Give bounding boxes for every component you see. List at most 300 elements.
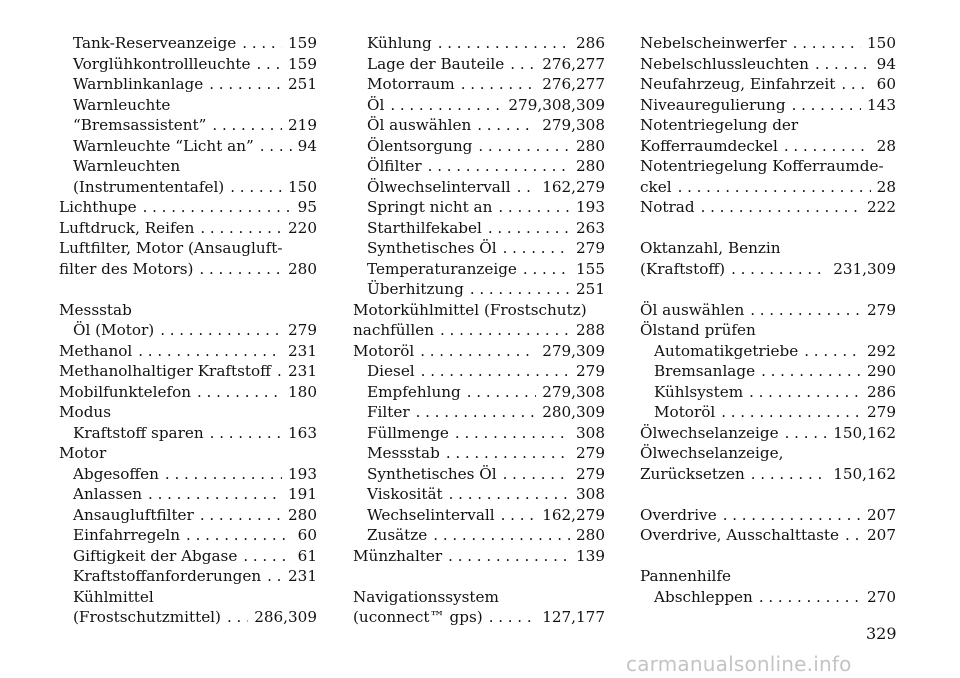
entry-text: (Instrumententafel) <box>73 177 225 196</box>
entry-page: 162,279 <box>542 505 605 524</box>
dot-leader <box>841 74 870 95</box>
dot-leader <box>138 341 282 362</box>
entry-page: 159 <box>288 54 317 73</box>
dot-leader <box>759 587 861 608</box>
entry-page: 280 <box>576 157 605 175</box>
index-entry <box>353 341 605 362</box>
entry-text: Zurücksetzen <box>640 464 745 483</box>
index-entry <box>59 95 317 116</box>
index-column-1 <box>59 33 317 628</box>
blank-line <box>640 279 896 300</box>
entry-text: Motoröl <box>353 341 415 360</box>
entry-page: 219 <box>288 116 317 134</box>
entry-text: Springt nicht an <box>367 198 493 216</box>
page-number: 329 <box>866 624 897 643</box>
dot-leader <box>148 484 282 505</box>
entry-page: 292 <box>867 341 896 360</box>
entry-text: Mobilfunktelefon <box>59 382 192 401</box>
dot-leader <box>209 74 282 95</box>
entry-text: Öl (Motor) <box>73 321 155 339</box>
index-entry <box>59 54 317 75</box>
entry-page: 276,277 <box>542 54 605 73</box>
entry-page: 280 <box>576 136 605 155</box>
dot-leader <box>428 156 570 177</box>
entry-text: Warnblinkanlage <box>73 75 204 93</box>
index-entry <box>59 587 317 608</box>
index-entry <box>353 238 605 259</box>
entry-text: Abgesoffen <box>73 464 159 483</box>
dot-leader <box>197 382 282 403</box>
index-entry <box>640 566 896 587</box>
dot-leader <box>793 33 861 54</box>
entry-text: Füllmenge <box>367 423 449 442</box>
entry-page: 270 <box>867 587 896 606</box>
entry-text: nachfüllen <box>353 321 435 339</box>
entry-page: 159 <box>288 34 317 52</box>
dot-leader <box>449 484 570 505</box>
dot-leader <box>212 115 282 136</box>
dot-leader <box>186 525 292 546</box>
entry-text: Einfahrregeln <box>73 526 181 544</box>
blank-line <box>59 279 317 300</box>
index-entry <box>640 95 896 116</box>
index-entry <box>640 341 896 362</box>
index-entry <box>59 607 317 628</box>
entry-page: 193 <box>288 464 317 483</box>
entry-page: 308 <box>576 423 605 442</box>
dot-leader <box>461 74 536 95</box>
index-entry <box>640 300 896 321</box>
blank-line <box>353 566 605 587</box>
index-entry <box>59 525 317 546</box>
index-entry <box>59 259 317 280</box>
index-entry <box>353 136 605 157</box>
index-entry <box>353 197 605 218</box>
entry-text: Motor <box>59 444 107 462</box>
entry-text: Warnleuchte <box>73 95 171 114</box>
index-entry <box>59 361 317 382</box>
entry-text: ckel <box>640 177 672 196</box>
dot-leader <box>467 382 536 403</box>
entry-page: 139 <box>576 546 605 565</box>
index-entry <box>59 218 317 239</box>
index-entry <box>353 546 605 567</box>
entry-page: 191 <box>288 485 317 503</box>
dot-leader <box>256 54 282 75</box>
entry-text: Automatikgetriebe <box>654 341 799 360</box>
entry-text: Motoröl <box>654 403 716 421</box>
dot-leader <box>723 505 861 526</box>
entry-text: (uconnect™ gps) <box>353 608 483 626</box>
index-entry <box>353 361 605 382</box>
index-entry <box>640 54 896 75</box>
dot-leader <box>160 320 282 341</box>
index-entry <box>59 33 317 54</box>
entry-page: 279,308,309 <box>508 95 605 114</box>
index-entry <box>640 197 896 218</box>
dot-leader <box>277 361 282 382</box>
entry-page: 279 <box>576 464 605 483</box>
index-entry <box>353 320 605 341</box>
dot-leader <box>523 259 570 280</box>
entry-text: Motorraum <box>367 75 455 93</box>
entry-text: Warnleuchte “Licht an” <box>73 136 254 155</box>
entry-page: 207 <box>867 505 896 524</box>
entry-text: Overdrive <box>640 505 717 524</box>
entry-text: Motorkühlmittel (Frostschutz) <box>353 300 587 319</box>
entry-page: 162,279 <box>542 177 605 196</box>
index-entry <box>640 238 896 259</box>
entry-page: 279,309 <box>542 341 605 360</box>
entry-text: Kühlung <box>367 34 432 52</box>
dot-leader <box>678 177 871 198</box>
index-entry <box>59 238 317 259</box>
index-entry <box>59 546 317 567</box>
entry-page: 288 <box>576 321 605 339</box>
entry-text: Ansaugluftfilter <box>73 505 194 524</box>
entry-text: Kofferraumdeckel <box>640 136 778 155</box>
entry-text: Münzhalter <box>353 546 443 565</box>
dot-leader <box>440 320 570 341</box>
entry-text: Kühlsystem <box>654 382 744 401</box>
entry-text: Anlassen <box>73 485 143 503</box>
entry-page: 143 <box>867 95 896 114</box>
index-entry <box>353 177 605 198</box>
entry-text: Notentriegelung Kofferraumde- <box>640 157 884 175</box>
index-entry <box>353 115 605 136</box>
dot-leader <box>143 197 292 218</box>
index-entry <box>59 300 317 321</box>
entry-page: 286,309 <box>254 608 317 626</box>
dot-leader <box>731 259 827 280</box>
entry-text: Temperaturanzeige <box>367 259 517 278</box>
dot-leader <box>242 33 282 54</box>
dot-leader <box>420 341 536 362</box>
dot-leader <box>416 402 537 423</box>
index-entry <box>353 95 605 116</box>
dot-leader <box>243 546 291 567</box>
dot-leader <box>470 279 570 300</box>
entry-text: Navigationssystem <box>353 587 499 606</box>
entry-text: Ölwechselintervall <box>367 177 511 196</box>
entry-page: 279,308 <box>542 382 605 401</box>
index-entry <box>640 74 896 95</box>
dot-leader <box>446 443 570 464</box>
index-entry <box>59 566 317 587</box>
entry-text: Tank-Reserveanzeige <box>73 34 237 52</box>
index-entry <box>59 464 317 485</box>
entry-text: Luftfilter, Motor (Ansaugluft- <box>59 239 283 257</box>
index-entry <box>353 74 605 95</box>
entry-page: 279,308 <box>542 116 605 134</box>
entry-page: 279 <box>867 300 896 319</box>
blank-line <box>640 546 896 567</box>
index-entry <box>59 382 317 403</box>
index-column-2 <box>353 33 605 628</box>
dot-leader <box>421 361 570 382</box>
index-entry <box>640 177 896 198</box>
index-entry <box>353 484 605 505</box>
index-entry <box>353 423 605 444</box>
entry-text: Nebelscheinwerfer <box>640 34 787 52</box>
index-entry <box>59 197 317 218</box>
entry-page: 28 <box>876 136 896 155</box>
dot-leader <box>455 423 570 444</box>
entry-page: 251 <box>288 75 317 93</box>
dot-leader <box>761 361 861 382</box>
entry-text: Messstab <box>367 444 440 462</box>
dot-leader <box>501 505 537 526</box>
entry-page: 280 <box>288 259 317 278</box>
dot-leader <box>751 464 827 485</box>
index-entry <box>640 402 896 423</box>
dot-leader <box>792 95 861 116</box>
dot-leader <box>721 402 861 423</box>
entry-page: 280 <box>576 526 605 544</box>
index-entry <box>353 156 605 177</box>
index-entry <box>353 607 605 628</box>
dot-leader <box>227 607 248 628</box>
dot-leader <box>488 218 570 239</box>
entry-page: 276,277 <box>542 75 605 93</box>
entry-page: 279 <box>867 403 896 421</box>
dot-leader <box>199 259 282 280</box>
entry-page: 251 <box>576 280 605 298</box>
blank-line <box>640 218 896 239</box>
entry-text: Lichthupe <box>59 198 137 216</box>
index-entry <box>59 156 317 177</box>
entry-text: Abschleppen <box>654 587 753 606</box>
entry-page: 231,309 <box>833 259 896 278</box>
dot-leader <box>489 607 536 628</box>
dot-leader <box>785 423 828 444</box>
index-entry <box>640 320 896 341</box>
entry-page: 28 <box>876 177 896 196</box>
index-entry <box>640 464 896 485</box>
entry-page: 231 <box>288 341 317 360</box>
entry-text: Synthetisches Öl <box>367 239 497 257</box>
index-entry <box>353 300 605 321</box>
entry-page: 279 <box>576 239 605 257</box>
entry-text: Bremsanlage <box>654 362 756 380</box>
entry-text: Öl auswählen <box>640 300 745 319</box>
entry-page: 279 <box>288 321 317 339</box>
entry-page: 207 <box>867 526 896 544</box>
index-entry <box>640 443 896 464</box>
entry-page: 155 <box>576 259 605 278</box>
dot-leader <box>438 33 570 54</box>
index-entry <box>59 320 317 341</box>
index-entry <box>353 587 605 608</box>
index-entry <box>353 382 605 403</box>
index-entry <box>353 259 605 280</box>
entry-page: 286 <box>576 34 605 52</box>
index-entry <box>59 177 317 198</box>
entry-page: 193 <box>576 198 605 216</box>
entry-text: Öl auswählen <box>367 116 472 134</box>
entry-text: Niveauregulierung <box>640 95 786 114</box>
dot-leader <box>804 341 861 362</box>
dot-leader <box>784 136 871 157</box>
entry-text: Kühlmittel <box>73 587 154 606</box>
index-entry <box>640 382 896 403</box>
entry-text: Pannenhilfe <box>640 567 732 585</box>
entry-page: 61 <box>297 546 317 565</box>
dot-leader <box>200 505 282 526</box>
index-entry <box>353 54 605 75</box>
entry-page: 60 <box>297 526 317 544</box>
entry-text: Warnleuchten <box>73 157 181 175</box>
entry-text: Wechselintervall <box>367 505 495 524</box>
entry-page: 163 <box>288 423 317 442</box>
entry-page: 60 <box>876 75 896 93</box>
entry-text: Vorglühkontrollleuchte <box>73 54 251 73</box>
entry-page: 231 <box>288 567 317 585</box>
entry-text: Notentriegelung der <box>640 116 799 134</box>
index-entry <box>59 443 317 464</box>
entry-text: Luftdruck, Reifen <box>59 218 195 237</box>
entry-text: Messstab <box>59 300 132 319</box>
entry-page: 286 <box>867 382 896 401</box>
entry-page: 280 <box>288 505 317 524</box>
entry-text: Ölwechselanzeige <box>640 423 779 442</box>
index-entry <box>353 525 605 546</box>
dot-leader <box>448 546 570 567</box>
dot-leader <box>200 218 282 239</box>
index-entry <box>59 115 317 136</box>
index-entry <box>640 259 896 280</box>
index-entry <box>640 361 896 382</box>
index-entry <box>640 115 896 136</box>
entry-text: Filter <box>367 403 410 421</box>
index-entry <box>59 484 317 505</box>
dot-leader <box>477 115 536 136</box>
entry-text: Kraftstoff sparen <box>73 423 204 442</box>
index-entry <box>640 505 896 526</box>
dot-leader <box>390 95 502 116</box>
entry-text: Viskosität <box>367 485 443 503</box>
entry-text: Modus <box>59 403 111 421</box>
dot-leader <box>498 197 570 218</box>
entry-page: 150 <box>867 34 896 52</box>
entry-text: “Bremsassistent” <box>73 116 207 134</box>
entry-text: Notrad <box>640 198 695 216</box>
index-entry <box>640 587 896 608</box>
dot-leader <box>230 177 282 198</box>
entry-text: Overdrive, Ausschalttaste <box>640 526 840 544</box>
index-entry <box>59 74 317 95</box>
entry-text: Starthilfekabel <box>367 218 482 237</box>
index-entry <box>640 156 896 177</box>
entry-text: Ölstand prüfen <box>640 321 756 339</box>
index-entry <box>353 443 605 464</box>
dot-leader <box>517 177 537 198</box>
dot-leader <box>750 300 861 321</box>
entry-page: 150,162 <box>833 423 896 442</box>
index-entry <box>640 423 896 444</box>
watermark: carmanualsonline.info <box>626 652 852 676</box>
entry-text: filter des Motors) <box>59 259 194 278</box>
entry-text: Ölfilter <box>367 157 422 175</box>
entry-text: Empfehlung <box>367 382 461 401</box>
entry-page: 150 <box>288 177 317 196</box>
dot-leader <box>478 136 570 157</box>
dot-leader <box>260 136 292 157</box>
entry-text: Neufahrzeug, Einfahrzeit <box>640 75 836 93</box>
entry-text: Kraftstoffanforderungen <box>73 567 262 585</box>
dot-leader <box>503 238 570 259</box>
blank-line <box>640 484 896 505</box>
dot-leader <box>845 525 861 546</box>
entry-text: Giftigkeit der Abgase <box>73 546 238 565</box>
index-entry <box>59 136 317 157</box>
entry-page: 263 <box>576 218 605 237</box>
entry-page: 94 <box>297 136 317 155</box>
entry-page: 279 <box>576 362 605 380</box>
entry-text: Methanol <box>59 341 133 360</box>
dot-leader <box>210 423 282 444</box>
dot-leader <box>433 525 570 546</box>
entry-text: Diesel <box>367 362 415 380</box>
entry-page: 94 <box>876 54 896 73</box>
index-column-3 <box>640 33 896 607</box>
entry-text: Oktanzahl, Benzin <box>640 239 781 257</box>
index-entry <box>353 505 605 526</box>
entry-page: 95 <box>297 198 317 216</box>
dot-leader <box>165 464 282 485</box>
dot-leader <box>815 54 871 75</box>
dot-leader <box>510 54 536 75</box>
index-entry <box>640 525 896 546</box>
entry-page: 231 <box>288 362 317 380</box>
index-entry <box>353 279 605 300</box>
entry-text: Zusätze <box>367 526 428 544</box>
index-entry <box>59 423 317 444</box>
index-entry <box>59 402 317 423</box>
index-entry <box>353 402 605 423</box>
index-entry <box>353 218 605 239</box>
entry-text: (Kraftstoff) <box>640 259 726 278</box>
dot-leader <box>749 382 861 403</box>
index-entry <box>353 33 605 54</box>
index-entry <box>640 33 896 54</box>
dot-leader <box>503 464 570 485</box>
entry-page: 290 <box>867 362 896 380</box>
index-entry <box>59 505 317 526</box>
index-entry <box>640 136 896 157</box>
entry-page: 280,309 <box>542 403 605 421</box>
entry-text: Methanolhaltiger Kraftstoff <box>59 362 271 380</box>
entry-page: 127,177 <box>542 608 605 626</box>
entry-text: Öl <box>367 95 385 114</box>
entry-text: Überhitzung <box>367 280 464 298</box>
index-entry <box>59 341 317 362</box>
entry-text: Lage der Bauteile <box>367 54 505 73</box>
entry-page: 222 <box>867 198 896 216</box>
entry-text: Ölentsorgung <box>367 136 473 155</box>
index-entry <box>353 464 605 485</box>
entry-page: 180 <box>288 382 317 401</box>
entry-text: Nebelschlussleuchten <box>640 54 809 73</box>
entry-page: 279 <box>576 444 605 462</box>
dot-leader <box>267 566 282 587</box>
entry-page: 220 <box>288 218 317 237</box>
dot-leader <box>701 197 861 218</box>
entry-text: Ölwechselanzeige, <box>640 444 784 462</box>
entry-page: 308 <box>576 485 605 503</box>
entry-text: Synthetisches Öl <box>367 464 497 483</box>
entry-text: (Frostschutzmittel) <box>73 608 221 626</box>
